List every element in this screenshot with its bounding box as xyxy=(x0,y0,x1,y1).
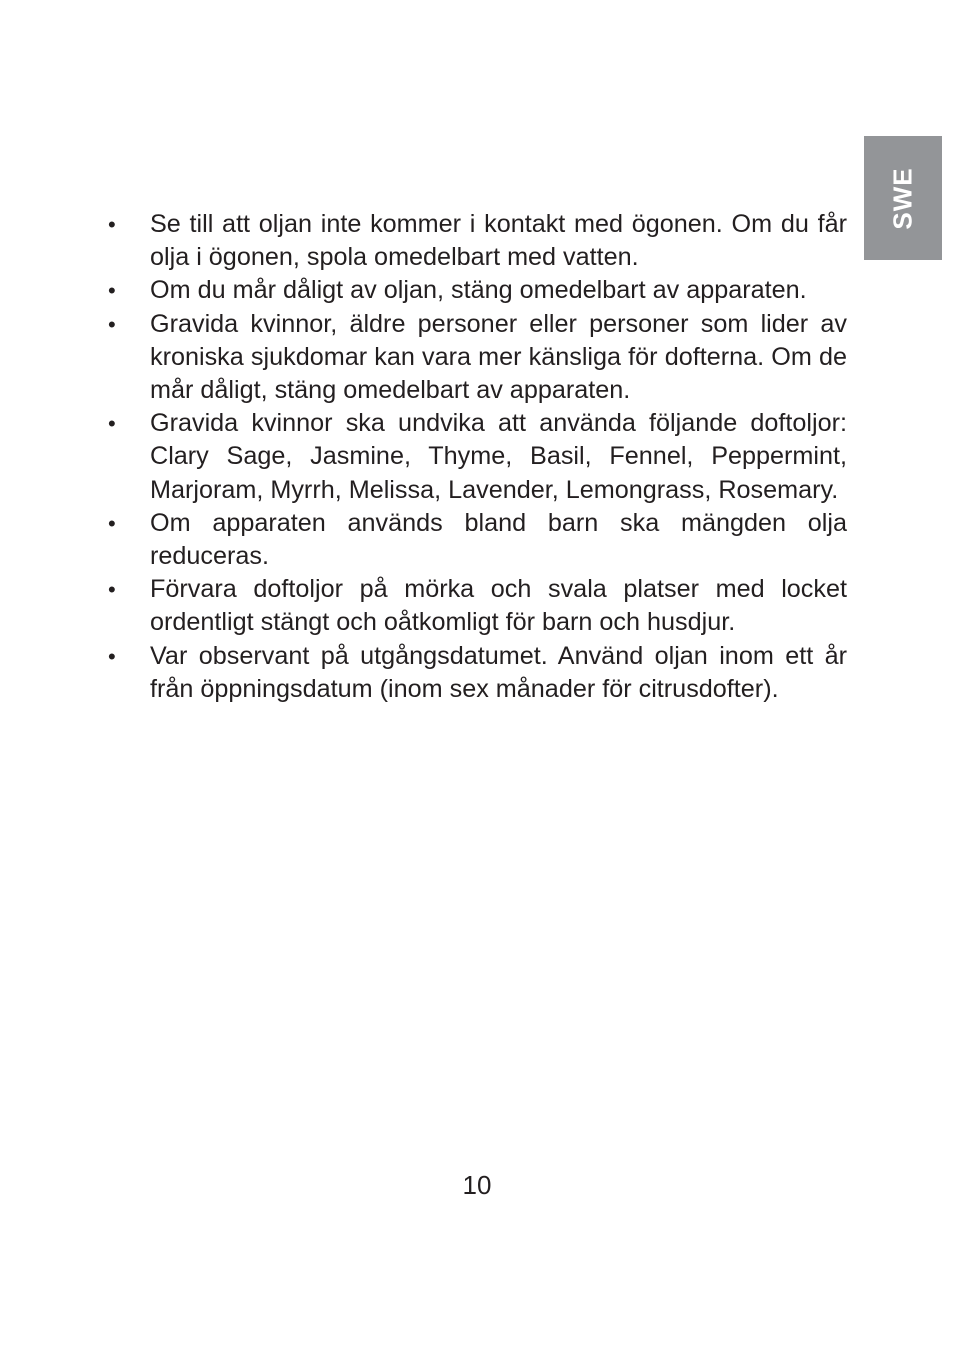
list-item xyxy=(106,573,847,639)
language-tab-label: SWE xyxy=(887,166,918,230)
language-tab xyxy=(864,136,942,260)
bullet-text: Förvara doftoljor på mörka och svala platser med locket ordentligt stängt och oåtkomligt för barn och husdjur. xyxy=(150,575,847,637)
page-number: 10 xyxy=(462,1170,492,1200)
list-item xyxy=(106,640,847,706)
bullet-text: Gravida kvinnor ska undvika att använda följande doftoljor: Clary Sage, Jasmine, Thyme, Basil, Fennel, Peppermint, Marjoram, Myrrh, Melissa, Lavender, Lemongrass, Rosemary. xyxy=(150,409,847,504)
safety-bullet-list xyxy=(106,208,847,706)
list-item xyxy=(106,507,847,573)
bullet-icon: • xyxy=(108,311,116,337)
bullet-icon: • xyxy=(108,643,116,669)
bullet-icon: • xyxy=(108,510,116,536)
bullet-text: Om du mår dåligt av oljan, stäng omedelbart av apparaten. xyxy=(150,276,807,305)
bullet-text: Se till att oljan inte kommer i kontakt med ögonen. Om du får olja i ögonen, spola omedelbart med vatten. xyxy=(150,210,847,272)
bullet-icon: • xyxy=(108,577,116,603)
bullet-icon: • xyxy=(108,411,116,437)
list-item xyxy=(106,274,847,307)
list-item xyxy=(106,407,847,507)
list-item xyxy=(106,208,847,274)
bullet-text: Om apparaten används bland barn ska mängden olja reduceras. xyxy=(150,508,847,571)
bullet-icon: • xyxy=(108,212,116,237)
list-item xyxy=(106,308,847,408)
bullet-icon: • xyxy=(108,278,116,304)
bullet-text: Var observant på utgångsdatumet. Använd oljan inom ett år från öppningsdatum (inom sex månader för citrusdofter). xyxy=(150,641,847,703)
bullet-text: Gravida kvinnor, äldre personer eller personer som lider av kroniska sjukdomar kan vara mer känsliga för dofterna. Om de mår dåligt, stäng omedelbart av apparaten. xyxy=(150,309,847,405)
